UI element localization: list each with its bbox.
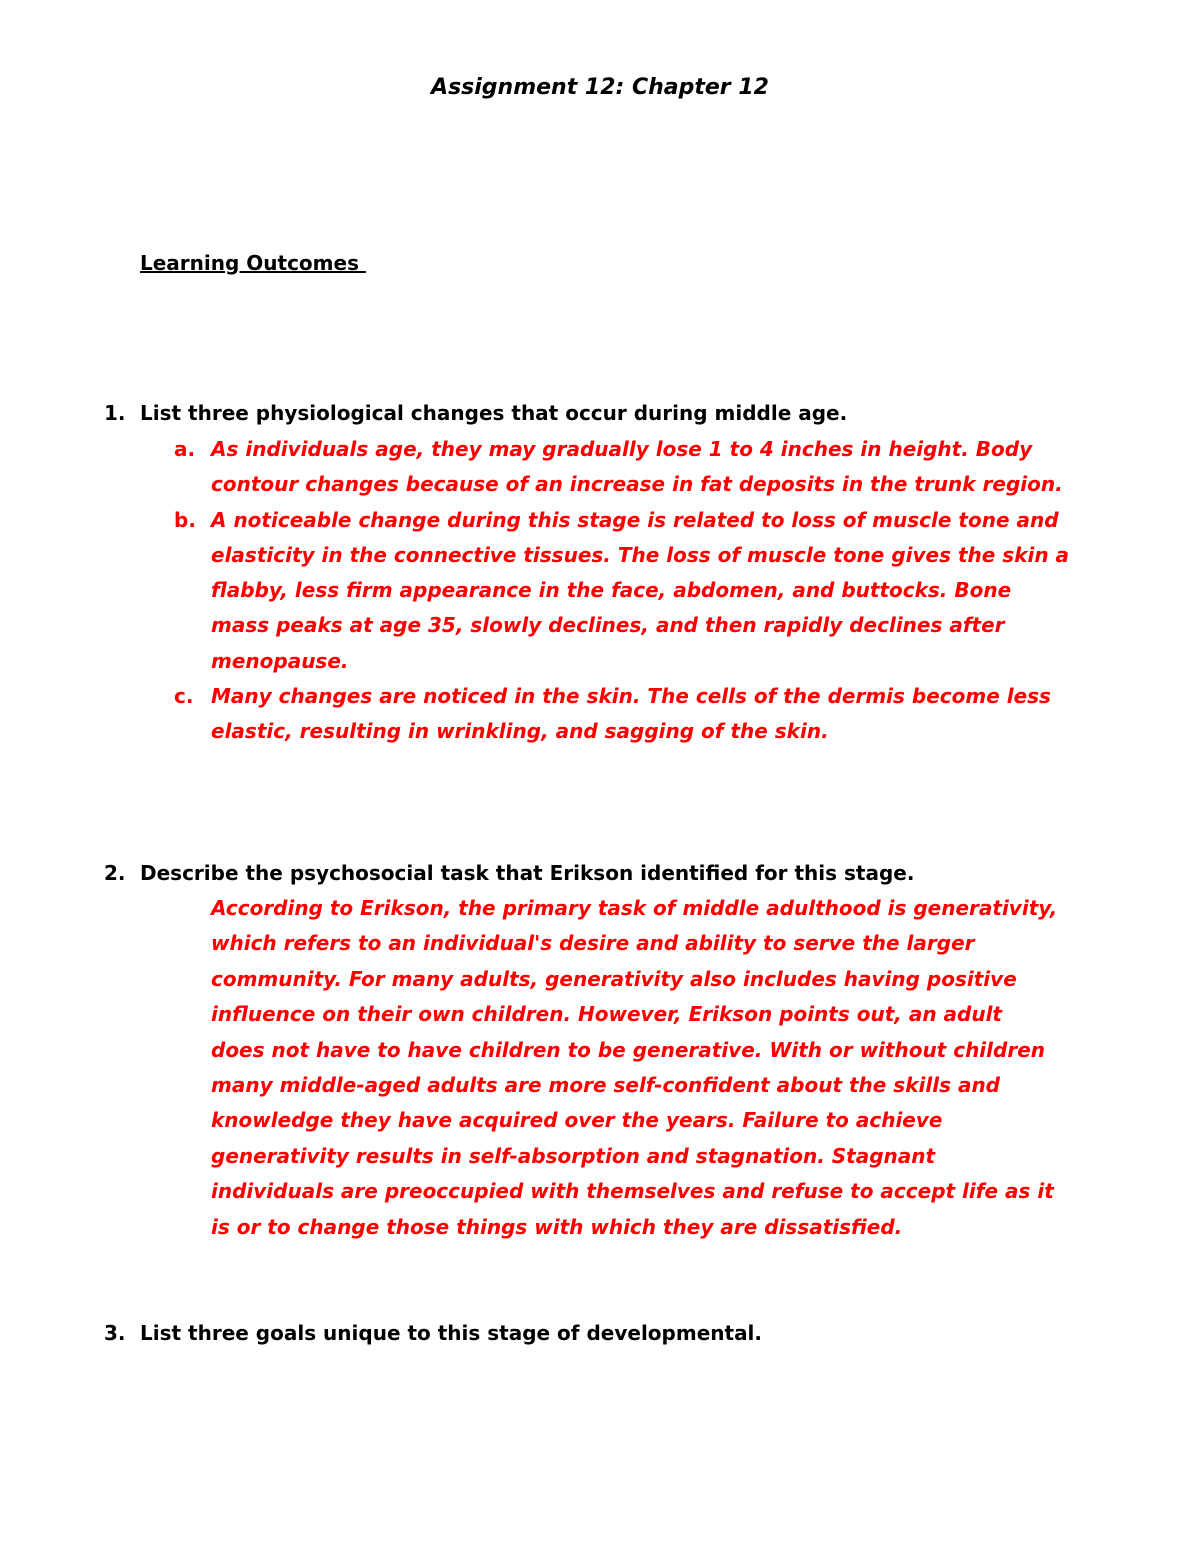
question-number: 2.	[104, 861, 126, 885]
answer-letter: b.	[174, 507, 196, 532]
answer-item	[174, 679, 1074, 750]
question-text: List three physiological changes that occur during middle age.	[140, 401, 848, 425]
question-2	[104, 856, 1064, 892]
question-text: List three goals unique to this stage of developmental.	[140, 1321, 763, 1345]
question-1-answers	[174, 432, 1074, 750]
answer-text: Many changes are noticed in the skin. The cells of the dermis become less elastic, resulting in wrinkling, and sagging of the skin.	[211, 684, 1051, 744]
question-3	[104, 1316, 1064, 1352]
answer-text: As individuals age, they may gradually lose 1 to 4 inches in height. Body contour changes because of an increase in fat deposits in the trunk region.	[211, 437, 1063, 497]
question-1	[104, 396, 1064, 432]
answer-letter: a.	[174, 437, 196, 461]
question-number: 3.	[104, 1321, 126, 1345]
answer-letter: c.	[174, 684, 194, 709]
answer-item	[174, 503, 1074, 679]
answer-item	[174, 432, 1074, 503]
section-heading: Learning Outcomes	[140, 251, 366, 275]
question-2-answer: According to Erikson, the primary task of middle adulthood is generativity, which refers to an individual's desire and ability to serve the larger community. For many adults, generativity also includes having positive influence on their own children. However, Erikson points out, an adult does not have to have children to be generative. With or without children many middle-aged adults are more self-confident about the skills and knowledge they have acquired over the years. Failure to achieve generativity results in self-absorption and stagnation. Stagnant individuals are preoccupied with themselves and refuse to accept life as it is or to change those things with which they are dissatisfied.	[211, 896, 1058, 1239]
question-number: 1.	[104, 401, 126, 425]
answer-text: A noticeable change during this stage is related to loss of muscle tone and elasticity in the connective tissues. The loss of muscle tone gives the skin a flabby, less firm appearance in the face, abdomen, and buttocks. Bone mass peaks at age 35, slowly declines, and then rapidly declines after menopause.	[211, 507, 1070, 673]
document-title: Assignment 12: Chapter 12	[431, 75, 769, 100]
question-text: Describe the psychosocial task that Erikson identified for this stage.	[140, 861, 915, 885]
